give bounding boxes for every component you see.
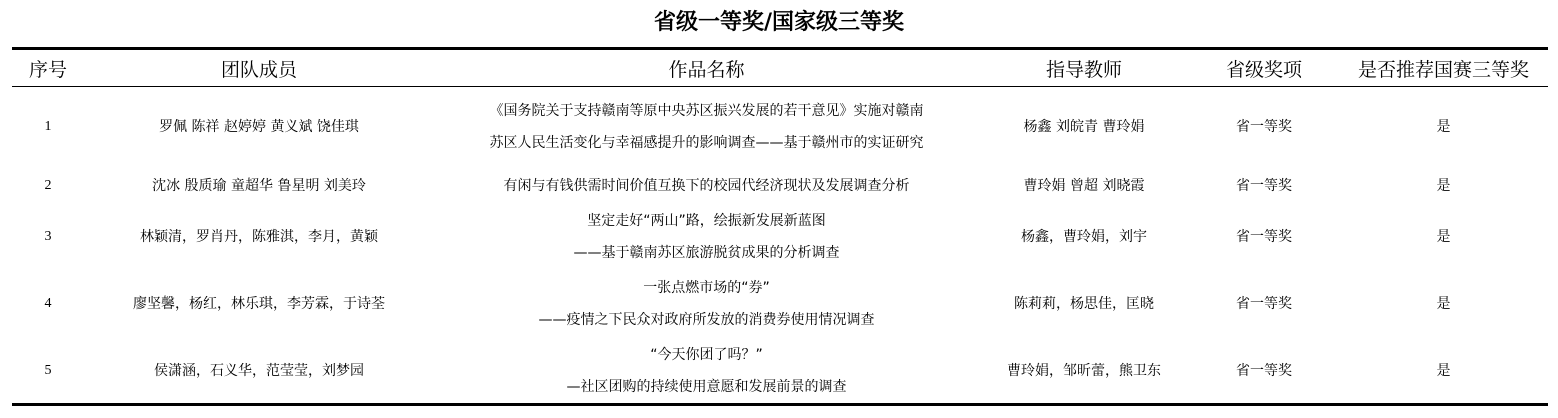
provincial-award: 省一等奖 bbox=[1236, 228, 1292, 245]
provincial-award: 省一等奖 bbox=[1236, 118, 1292, 135]
awards-table bbox=[12, 47, 1548, 406]
work-title-line: 坚定走好“两山”路，绘振新发展新蓝图 bbox=[587, 212, 826, 229]
advisors: 杨鑫，曹玲娟，刘宇 bbox=[1021, 228, 1147, 245]
recommend-national: 是 bbox=[1436, 118, 1451, 135]
header-recommend: 是否推荐国赛三等奖 bbox=[1339, 49, 1548, 87]
provincial-award: 省一等奖 bbox=[1189, 339, 1339, 405]
team-members: 罗佩 陈祥 赵婷婷 黄义斌 饶佳琪 bbox=[159, 118, 359, 135]
provincial-award: 省一等奖 bbox=[1236, 177, 1292, 194]
table-row bbox=[12, 269, 1548, 339]
team-members: 廖坚馨，杨红，林乐琪，李芳霖，于诗荃 bbox=[133, 295, 385, 312]
header-advisors: 指导教师 bbox=[979, 49, 1189, 87]
table-row bbox=[12, 167, 1548, 205]
header-members: 团队成员 bbox=[84, 49, 434, 87]
provincial-award: 省一等奖 bbox=[1236, 295, 1292, 312]
work-title bbox=[434, 87, 979, 167]
work-title-line: 苏区人民生活变化与幸福感提升的影响调查——基于赣州市的实证研究 bbox=[489, 134, 924, 151]
row-number: 3 bbox=[44, 228, 52, 244]
table-row bbox=[12, 87, 1548, 167]
work-title bbox=[434, 339, 979, 405]
work-title-line: 《国务院关于支持赣南等原中央苏区振兴发展的若干意见》实施对赣南 bbox=[489, 102, 924, 119]
work-title-line: “今天你团了吗？” bbox=[650, 346, 763, 363]
team-members: 侯潇涵，石义华，范莹莹，刘梦园 bbox=[84, 339, 434, 405]
header-award: 省级奖项 bbox=[1189, 49, 1339, 87]
work-title-line: ——疫情之下民众对政府所发放的消费券使用情况调查 bbox=[538, 311, 875, 328]
team-members: 沈冰 殷质瑜 童超华 鲁星明 刘美玲 bbox=[152, 177, 366, 194]
row-number: 4 bbox=[44, 295, 52, 311]
header-row bbox=[12, 49, 1548, 87]
row-number: 2 bbox=[44, 177, 52, 193]
recommend-national: 是 bbox=[1436, 295, 1451, 312]
header-work: 作品名称 bbox=[434, 49, 979, 87]
team-members: 林颖清，罗肖丹，陈雅淇，李月，黄颖 bbox=[140, 228, 378, 245]
advisors: 杨鑫 刘皖青 曹玲娟 bbox=[1023, 118, 1145, 135]
advisors: 陈莉莉，杨思佳，匡晓 bbox=[1014, 295, 1154, 312]
work-title-line: —社区团购的持续使用意愿和发展前景的调查 bbox=[566, 378, 847, 395]
page-title: 省级一等奖/国家级三等奖 bbox=[653, 10, 905, 35]
recommend-national: 是 bbox=[1339, 339, 1548, 405]
work-title-line: ——基于赣南苏区旅游脱贫成果的分析调查 bbox=[573, 244, 840, 261]
work-title-line: 有闲与有钱供需时间价值互换下的校园代经济现状及发展调查分析 bbox=[503, 177, 910, 194]
table-row bbox=[12, 339, 1548, 405]
work-title bbox=[434, 205, 979, 269]
work-title-line: 一张点燃市场的“券” bbox=[643, 279, 770, 296]
recommend-national: 是 bbox=[1436, 228, 1451, 245]
recommend-national: 是 bbox=[1436, 177, 1451, 194]
advisors: 曹玲娟 曾超 刘晓霞 bbox=[1023, 177, 1145, 194]
header-no: 序号 bbox=[12, 49, 84, 87]
advisors: 曹玲娟，邹昕蕾，熊卫东 bbox=[979, 339, 1189, 405]
work-title bbox=[434, 167, 979, 205]
work-title bbox=[434, 269, 979, 339]
row-number: 1 bbox=[44, 118, 52, 134]
table-row bbox=[12, 205, 1548, 269]
row-number: 5 bbox=[12, 339, 84, 405]
